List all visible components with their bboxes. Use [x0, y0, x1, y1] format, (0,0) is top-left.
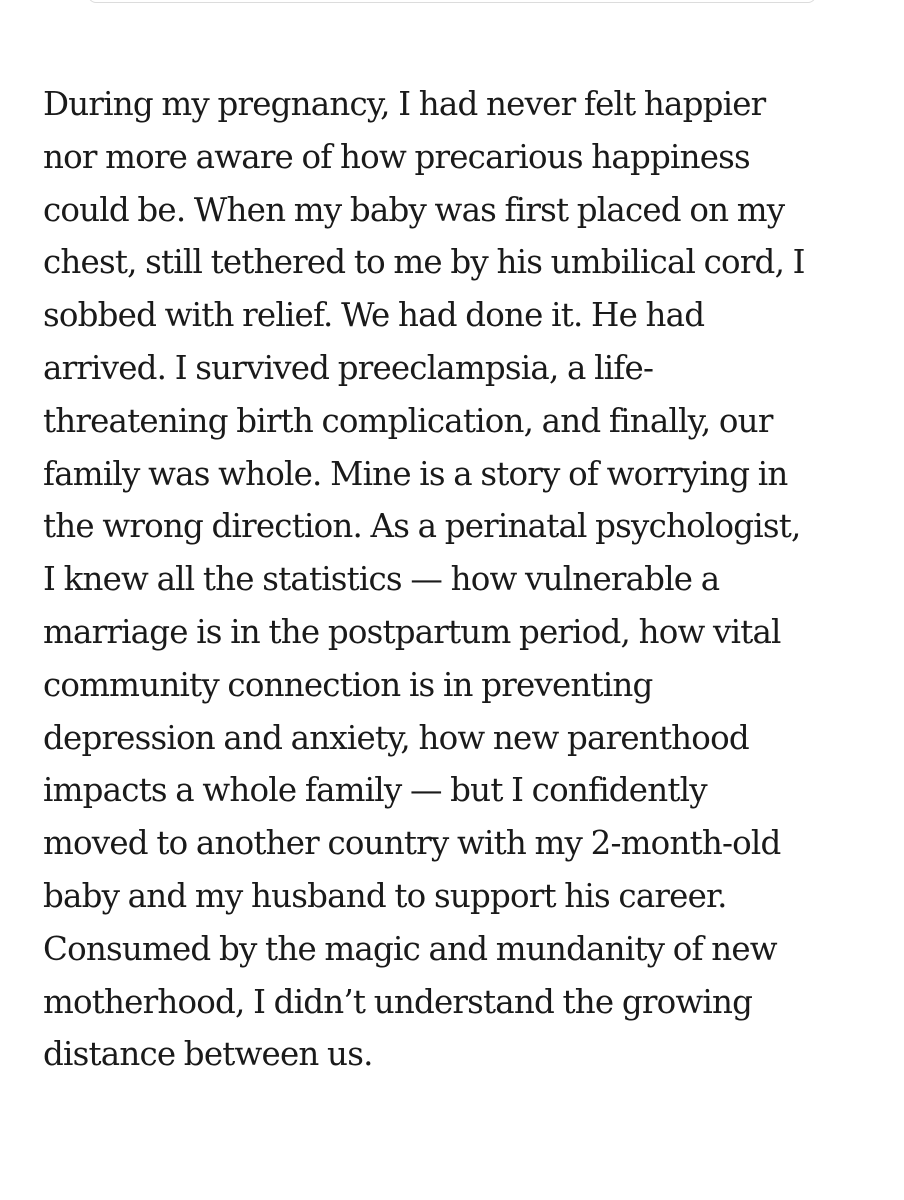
- paragraph-line: moved to another country with my 2-month-old: [43, 824, 781, 863]
- paragraph-line: Consumed by the magic and mundanity of new: [43, 929, 777, 968]
- paragraph-line: arrived. I survived preeclampsia, a life-: [43, 348, 654, 387]
- embedded-card-bottom-edge: [88, 0, 816, 3]
- paragraph-line: I knew all the statistics — how vulnerable a: [43, 560, 720, 599]
- paragraph-line: During my pregnancy, I had never felt happier: [43, 85, 766, 123]
- paragraph-line: baby and my husband to support his career.: [43, 876, 727, 915]
- paragraph-line: marriage is in the postpartum period, how vital: [43, 612, 781, 651]
- paragraph-line: distance between us.: [43, 1035, 373, 1074]
- paragraph-line: community connection is in preventing: [43, 665, 653, 704]
- article-paragraph: [43, 78, 873, 1081]
- paragraph-line: motherhood, I didn’t understand the growing: [43, 982, 753, 1021]
- paragraph-line: family was whole. Mine is a story of worrying in: [43, 454, 788, 493]
- paragraph-line: nor more aware of how precarious happiness: [43, 137, 750, 176]
- paragraph-line: sobbed with relief. We had done it. He had: [43, 296, 705, 335]
- paragraph-line: impacts a whole family — but I confidently: [43, 771, 707, 810]
- paragraph-line: could be. When my baby was first placed on my: [43, 190, 785, 229]
- paragraph-line: the wrong direction. As a perinatal psychologist,: [43, 507, 801, 546]
- paragraph-line: chest, still tethered to me by his umbilical cord, I: [43, 243, 805, 282]
- paragraph-line: threatening birth complication, and finally, our: [43, 401, 773, 440]
- paragraph-line: depression and anxiety, how new parenthood: [43, 718, 749, 757]
